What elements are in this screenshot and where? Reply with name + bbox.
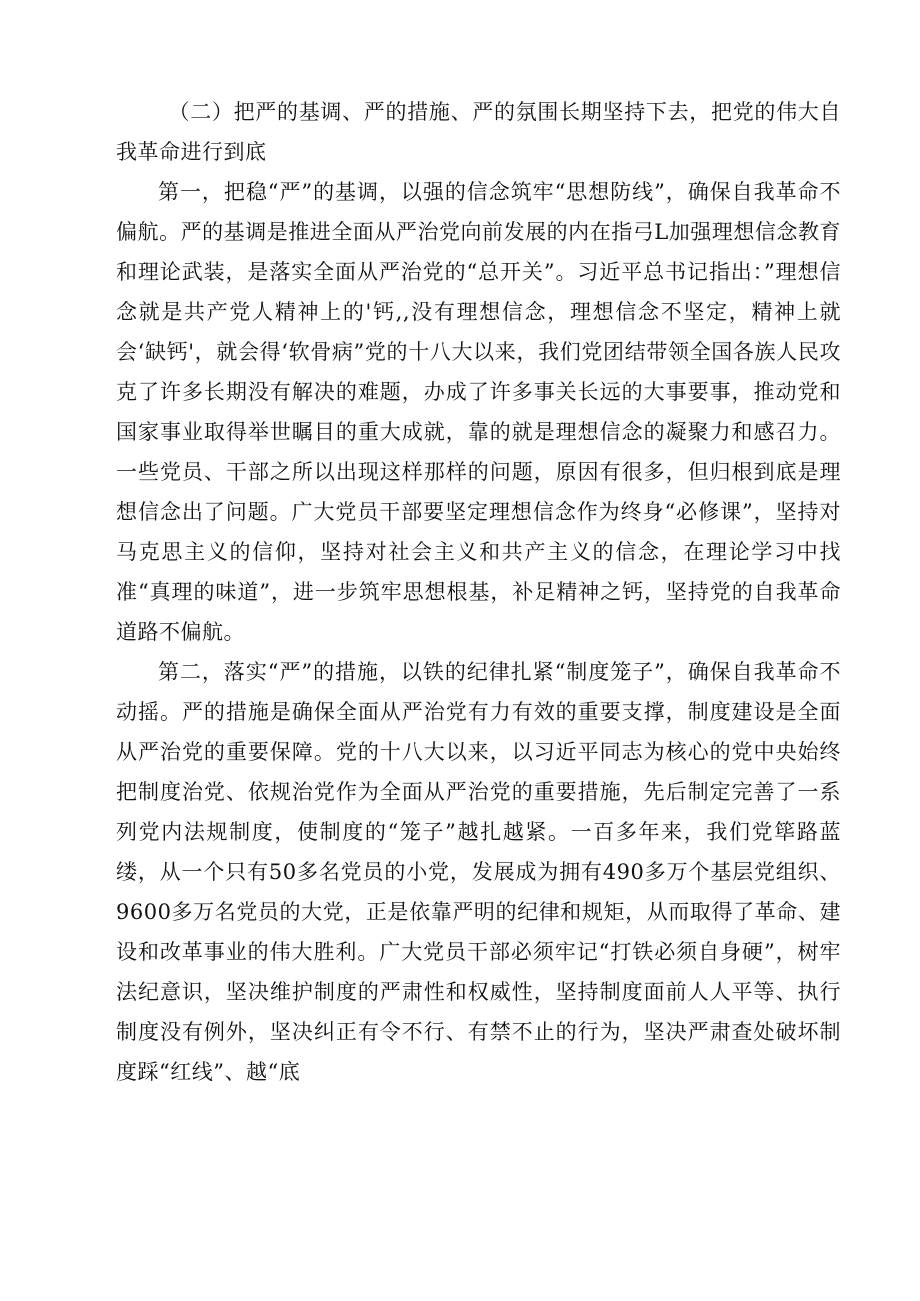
paragraph-second-point: 第二，落实“严”的措施，以铁的纪律扎紧“制度笼子”，确保自我革命不动摇。严的措施是确保全面从严治党有力有效的重要支撑，制度建设是全面从严治党的重要保障。党的十八大以来，以习近平同志为核心的党中央始终把制度治党、依规治党作为全面从严治党的重要措施，先后制定完善了一系列党内法规制度，使制度的“笼子”越扎越紧。一百多年来，我们党筚路蓝缕，从一个只有50多名党员的小党，发展成为拥有490多万个基层党组织、9600多万名党员的大党，正是依靠严明的纪律和规矩，从而取得了革命、建设和改革事业的伟大胜利。广大党员干部必须牢记“打铁必须自身硬”，树牢法纪意识，坚决维护制度的严肃性和权威性，坚持制度面前人人平等、执行制度没有例外，坚决纠正有令不行、有禁不止的行为，坚决严肃查处破坏制度踩“红线”、越“底 (116, 660, 841, 1084)
section-heading: （二）把严的基调、严的措施、严的氛围长期坚持下去，把党的伟大自我革命进行到底 (116, 100, 841, 164)
document-body (116, 92, 841, 1092)
paragraph-first-point: 第一，把稳“严”的基调，以强的信念筑牢“思想防线”，确保自我革命不偏航。严的基调是推进全面从严治党向前发展的内在指弓L加强理想信念教育和理论武装，是落实全面从严治党的“总开关”。习近平总书记指出：”理想信念就是共产党人精神上的'钙,,没有理想信念，理想信念不坚定，精神上就会‘缺钙'，就会得‘软骨病”党的十八大以来，我们党团结带领全国各族人民攻克了许多长期没有解决的难题，办成了许多事关长远的大事要事，推动党和国家事业取得举世瞩目的重大成就，靠的就是理想信念的凝聚力和感召力。一些党员、干部之所以出现这样那样的问题，原因有很多，但归根到底是理想信念出了问题。广大党员干部要坚定理想信念作为终身“必修课”，坚持对马克思主义的信仰，坚持对社会主义和共产主义的信念，在理论学习中找准“真理的味道”，进一步筑牢思想根基，补足精神之钙，坚持党的自我革命道路不偏航。 (116, 180, 841, 644)
